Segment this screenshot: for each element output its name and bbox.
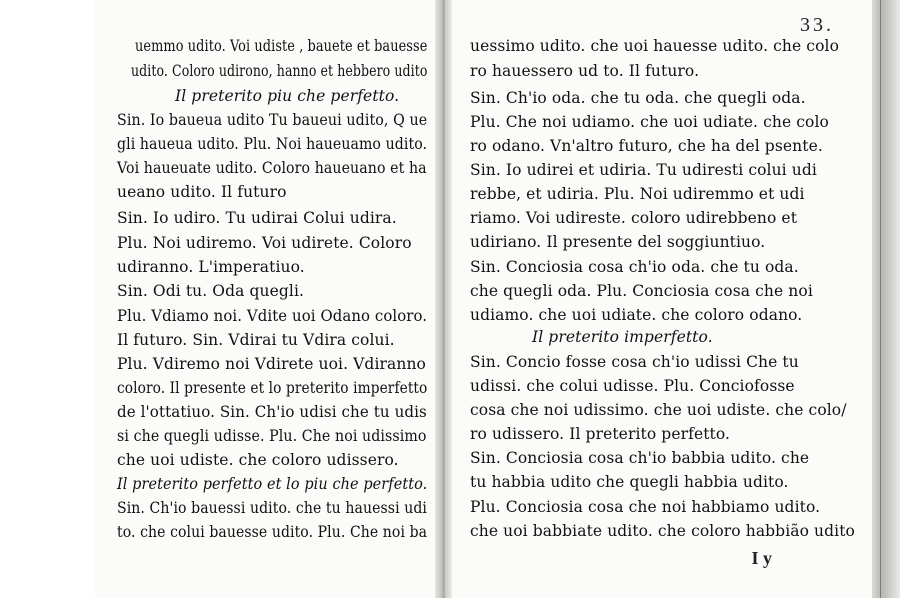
left-line-18: che uoi udiste. che coloro udissero. bbox=[117, 451, 399, 469]
book-gutter bbox=[435, 0, 452, 598]
right-line-12: udiamo. che uoi udiate. che coloro odano. bbox=[470, 306, 803, 324]
left-line-15: coloro. Il presente et lo preterito imperfetto bbox=[117, 379, 428, 397]
right-line-10: Sin. Conciosia cosa ch'io oda. che tu oda. bbox=[470, 258, 799, 276]
left-line-17: si che quegli udisse. Plu. Che noi udissimo bbox=[117, 427, 427, 445]
right-line-14: Sin. Concio fosse cosa ch'io udissi Che tu bbox=[470, 353, 799, 371]
right-line-20: Plu. Conciosia cosa che noi habbiamo udito. bbox=[470, 498, 821, 516]
left-line-1: uemmo udito. Voi udiste , bauete et bauesse bbox=[135, 37, 428, 55]
right-line-13: Il preterito imperfetto. bbox=[532, 328, 713, 346]
right-line-2: ro hauessero ud to. Il futuro. bbox=[470, 62, 700, 80]
signature-mark: I y bbox=[751, 548, 772, 568]
left-line-2: udito. Coloro udirono, hanno et hebbero udito bbox=[131, 62, 428, 80]
right-line-3: Sin. Ch'io oda. che tu oda. che quegli oda. bbox=[470, 89, 806, 107]
left-line-13: Il futuro. Sin. Vdirai tu Vdira colui. bbox=[117, 331, 395, 349]
right-line-11: che quegli oda. Plu. Conciosia cosa che noi bbox=[470, 282, 813, 300]
right-line-15: udissi. che colui udisse. Plu. Conciofosse bbox=[470, 377, 795, 395]
right-line-16: cosa che noi udissimo. che uoi udiste. che colo/ bbox=[470, 401, 847, 419]
right-line-5: ro odano. Vn'altro futuro, che ha del psente. bbox=[470, 137, 823, 155]
right-line-1: uessimo udito. che uoi hauesse udito. che colo bbox=[470, 37, 840, 55]
left-line-16: de l'ottatiuo. Sin. Ch'io udisi che tu udis bbox=[117, 403, 427, 421]
right-line-17: ro udissero. Il preterito perfetto. bbox=[470, 425, 731, 443]
left-line-5: gli haueua udito. Plu. Noi haueuamo udito. bbox=[117, 135, 428, 153]
left-line-19: Il preterito perfetto et lo piu che perfetto. bbox=[117, 475, 428, 493]
page-number: 33. bbox=[800, 14, 834, 36]
left-line-14: Plu. Vdiremo noi Vdirete uoi. Vdiranno bbox=[117, 355, 426, 373]
left-line-4: Sin. Io baueua udito Tu baueui udito, Q ue bbox=[117, 111, 428, 129]
right-line-21: che uoi babbiate udito. che coloro habbião udito bbox=[470, 522, 855, 540]
right-line-4: Plu. Che noi udiamo. che uoi udiate. che colo bbox=[470, 113, 829, 131]
right-page bbox=[452, 0, 872, 598]
left-line-3: Il preterito piu che perfetto. bbox=[175, 87, 400, 105]
left-line-21: to. che colui bauesse udito. Plu. Che noi ba bbox=[117, 523, 428, 541]
left-line-12: Plu. Vdiamo noi. Vdite uoi Odano coloro. bbox=[117, 307, 428, 325]
right-line-7: rebbe, et udiria. Plu. Noi udiremmo et udi bbox=[470, 185, 805, 203]
left-line-7: ueano udito. Il futuro bbox=[117, 183, 287, 201]
left-line-20: Sin. Ch'io bauessi udito. che tu hauessi udi bbox=[117, 499, 428, 517]
left-line-6: Voi haueuate udito. Coloro haueuano et ha bbox=[117, 159, 427, 177]
left-line-8: Sin. Io udiro. Tu udirai Colui udira. bbox=[117, 209, 397, 227]
right-line-9: udiriano. Il presente del soggiuntiuo. bbox=[470, 233, 766, 251]
left-line-9: Plu. Noi udiremo. Voi udirete. Coloro bbox=[117, 234, 412, 252]
right-line-19: tu habbia udito che quegli habbia udito. bbox=[470, 473, 789, 491]
right-line-8: riamo. Voi udireste. coloro udirebbeno et bbox=[470, 209, 798, 227]
left-line-11: Sin. Odi tu. Oda quegli. bbox=[117, 282, 305, 300]
right-page-edge bbox=[872, 0, 900, 598]
left-margin-background bbox=[0, 0, 95, 598]
right-line-18: Sin. Conciosia cosa ch'io babbia udito. che bbox=[470, 449, 810, 467]
left-line-10: udiranno. L'imperatiuo. bbox=[117, 258, 305, 276]
left-page bbox=[95, 0, 435, 598]
right-line-6: Sin. Io udirei et udiria. Tu udiresti colui udi bbox=[470, 161, 817, 179]
